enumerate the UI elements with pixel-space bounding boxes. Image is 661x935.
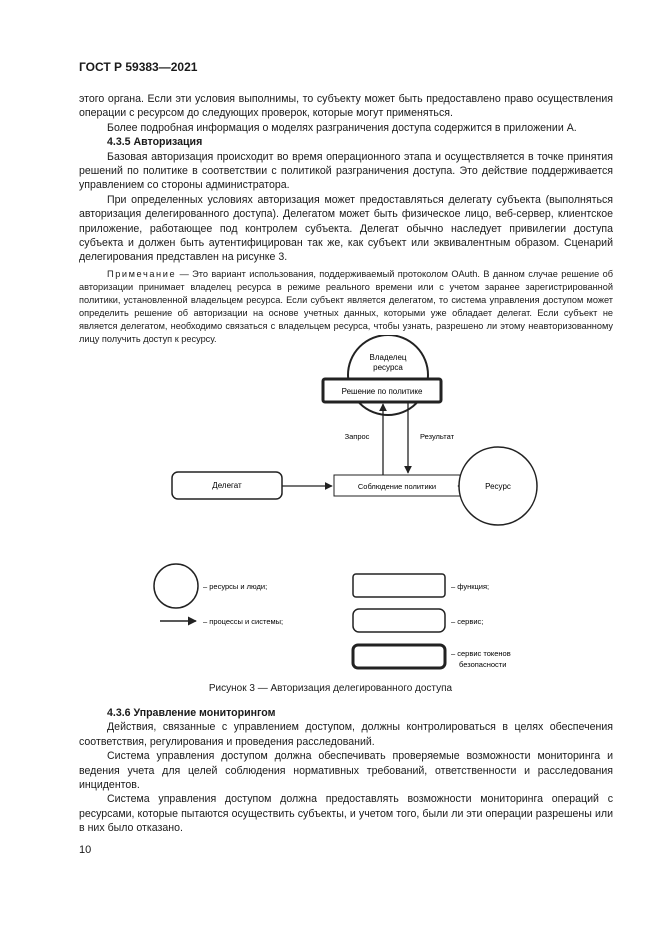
- legend-circle-text: – ресурсы и люди;: [203, 582, 268, 591]
- request-label: Запрос: [344, 432, 370, 441]
- note-text: — Это вариант использования, поддерживаемый протоколом OAuth. В данном случае решение об авторизации принимает владелец ресурса в режиме реального времени или с учетом заранее зарегистрированной политики, установленной владельцем ресурса. Если субъект является делегатом, то система управления доступом может определить решение об авторизации на основе учетных данных, которыми уже обладает делегат. Если субъект не является делегатом, необходимо связаться с владельцем ресурса, чтобы узнать, разрешено ли этому неавторизованному лицу получить доступ к ресурсу.: [79, 268, 613, 345]
- document-header: ГОСТ Р 59383—2021: [79, 60, 198, 74]
- page-number: 10: [79, 844, 92, 856]
- figure-caption: Рисунок 3 — Авторизация делегированного доступа: [208, 683, 453, 694]
- legend-token-text-line2: безопасности: [459, 660, 507, 669]
- paragraph: Более подробная информация о моделях разграничения доступа содержится в приложении А.: [107, 121, 577, 134]
- legend-token-service-symbol: [353, 645, 445, 668]
- owner-label-line1: Владелец: [369, 353, 407, 362]
- owner-label-line2: ресурса: [373, 363, 403, 372]
- section-heading-4-3-5: 4.3.5 Авторизация: [107, 136, 203, 149]
- legend-token-text-line1: – сервис токенов: [451, 649, 511, 658]
- paragraph: Базовая авторизация происходит во время операционного этапа и осуществляется в точке принятия решений по политике в соответствии с политикой разграничения доступа. Это действие поддерживается управлением со стороны администратора.: [79, 150, 613, 192]
- legend-circle-symbol: [154, 564, 198, 608]
- delegate-label: Делегат: [212, 481, 242, 490]
- paragraph: Система управления доступом должна обеспечивать проверяемые возможности мониторинга и ведения учета для целей соблюдения нормативных требований, ответственности и расследования инцидентов.: [79, 750, 613, 792]
- section-heading-4-3-6: 4.3.6 Управление мониторингом: [107, 707, 276, 719]
- legend-function-symbol: [353, 574, 445, 597]
- note-lead: Примечание: [107, 268, 177, 279]
- paragraph: Система управления доступом должна предоставлять возможности мониторинга операций с ресурсами, которые пытаются осуществить субъекты, и учетом того, были ли эти операции разрешены или в них было отказано.: [79, 793, 613, 835]
- legend-service-symbol: [353, 609, 445, 632]
- paragraph: При определенных условиях авторизация может предоставляться делегату субъекта (выполняться авторизация делегированного доступа). Делегатом может быть физическое лицо, веб-сервер, клиентское приложение, работающее под контролем субъекта. Делегат обычно наследует привилегии доступа субъекта и должен быть аутентифицирован так же, как субъект или эквивалентным образом. Сценарий делегирования представлен на рисунке 3.: [79, 193, 613, 264]
- resource-label: Ресурс: [485, 482, 511, 491]
- text-block-upper: [79, 92, 613, 346]
- policy-compliance-label: Соблюдение политики: [357, 482, 437, 491]
- legend-service-text: – сервис;: [451, 617, 484, 626]
- text-block-lower: [79, 706, 613, 836]
- paragraph: Действия, связанные с управлением доступом, должны контролироваться в целях обеспечения соответствия, регулирования и проведения расследований.: [79, 721, 613, 748]
- legend-function-text: – функция;: [451, 582, 490, 591]
- figure-3-diagram: [0, 335, 661, 695]
- result-label: Результат: [419, 432, 455, 441]
- paragraph: этого органа. Если эти условия выполнимы, то субъекту может быть предоставлено право осуществления операции с ресурсом до следующих проверок, которые могут применяться.: [79, 93, 613, 120]
- legend-arrow-text: – процессы и системы;: [203, 617, 284, 626]
- policy-decision-label: Решение по политике: [341, 387, 423, 396]
